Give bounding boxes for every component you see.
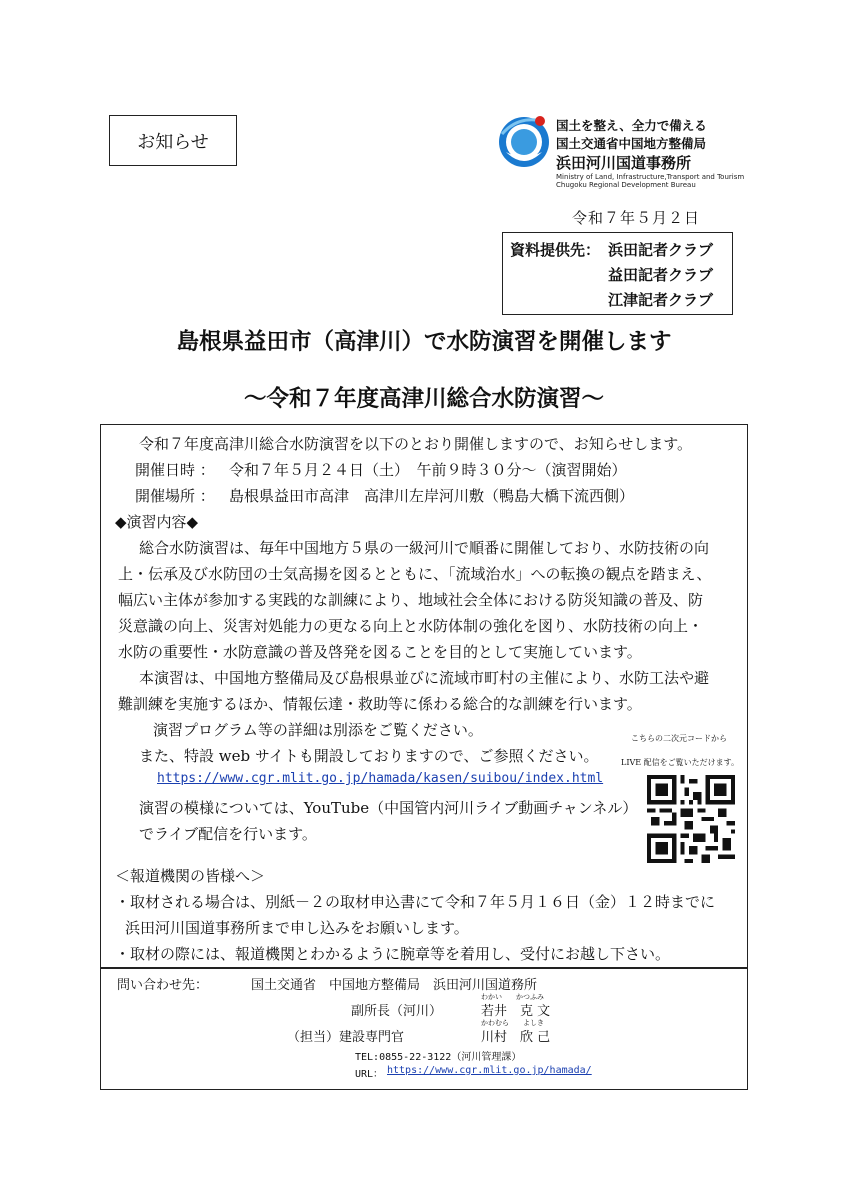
program-text: 演習プログラム等の詳細は別添をご覧ください。 <box>153 721 483 739</box>
date-label: 開催日時 ： <box>135 461 215 479</box>
office-site-link[interactable]: https://www.cgr.mlit.go.jp/hamada/ <box>387 1065 592 1076</box>
press-label: 資料提供先： <box>510 241 601 259</box>
press-club: 浜田記者クラブ <box>608 241 714 259</box>
qr-caption: LIVE 配信をご覧いただけます。 <box>621 758 739 767</box>
paragraph-line: 水防の重要性・水防意識の普及啓発を図ることを目的として実施しています。 <box>118 643 642 661</box>
logo-office: 浜田河川国道事務所 <box>556 154 692 172</box>
qr-code-icon[interactable] <box>647 775 735 863</box>
contact-box <box>100 967 748 1090</box>
place-value: 島根県益田市高津 高津川左岸河川敷（鴨島大橋下流西側） <box>229 487 635 505</box>
page-subtitle: ～令和７年度高津川総合水防演習～ <box>243 386 604 412</box>
logo-english: Ministry of Land, Infrastructure,Transport and Tourism Chugoku Regional Development Bureau <box>556 173 745 189</box>
contact-organization: 国土交通省 中国地方整備局 浜田河川国道務所 <box>251 978 538 993</box>
mlit-logo <box>496 110 746 190</box>
paragraph-line: 難訓練を実施するほか、情報伝達・救助等に係わる総合的な訓練を行います。 <box>118 695 642 713</box>
press-club: 益田記者クラブ <box>608 266 714 284</box>
media-note: ・取材される場合は、別紙－２の取材申込書にて令和７年５月１６日（金）１２時までに <box>115 893 716 911</box>
youtube-text: 演習の模様については、YouTube（中国管内河川ライブ動画チャンネル） <box>139 799 638 817</box>
name-ruby: かわむら よしき <box>481 1019 544 1027</box>
contact-url-label: URL： <box>355 1069 384 1080</box>
youtube-text: でライブ配信を行います。 <box>139 825 317 843</box>
media-note: ・取材の際には、報道機関とわかるように腕章等を着用し、受付にお越し下さい。 <box>115 945 671 963</box>
qr-caption: こちらの二次元コードから <box>631 734 727 743</box>
contact-name: 若井 克 文 <box>481 1004 551 1019</box>
date-value: 令和７年５月２４日（土） 午前９時３０分～（演習開始） <box>229 461 627 479</box>
logo-bureau: 国土交通省中国地方整備局 <box>556 136 707 151</box>
paragraph-line: 本演習は、中国地方整備局及び島根県並びに流域市町村の主催により、水防工法や避 <box>139 669 710 687</box>
media-note: 浜田河川国道事務所まで申し込みをお願いします。 <box>125 919 469 937</box>
media-heading: ＜報道機関の皆様へ＞ <box>115 867 266 885</box>
name-ruby: わかい かつふみ <box>481 993 544 1001</box>
place-label: 開催場所 ： <box>135 487 215 505</box>
website-text: また、特設 web サイトも開設しておりますので、ご参照ください。 <box>139 747 599 765</box>
paragraph-line: 災意識の向上、災害対処能力の更なる向上と水防体制の強化を図り、水防技術の向上・ <box>118 617 704 635</box>
event-site-link[interactable]: https://www.cgr.mlit.go.jp/hamada/kasen/suibou/index.html <box>157 771 604 786</box>
press-recipients-box <box>502 232 733 315</box>
contact-phone: TEL:0855-22-3122（河川管理課） <box>355 1052 522 1063</box>
notice-label: お知らせ <box>109 115 237 166</box>
intro-text: 令和７年度高津川総合水防演習を以下のとおり開催しますので、お知らせします。 <box>139 435 693 453</box>
logo-slogan: 国土を整え、全力で備える <box>556 118 707 133</box>
mlit-emblem-icon <box>496 112 552 174</box>
paragraph-line: 総合水防演習は、毎年中国地方５県の一級河川で順番に開催しており、水防技術の向 <box>139 539 710 557</box>
paragraph-line: 幅広い主体が参加する実践的な訓練により、地域社会全体における防災知識の普及、防 <box>118 591 704 609</box>
contact-role: （担当）建設専門官 <box>287 1030 405 1045</box>
main-content-box <box>100 424 748 969</box>
page-title: 島根県益田市（高津川）で水防演習を開催します <box>176 329 672 355</box>
contact-label: 問い合わせ先： <box>117 978 209 993</box>
contact-name: 川村 欣 己 <box>481 1030 551 1045</box>
contact-role: 副所長（河川） <box>351 1004 443 1019</box>
release-date: 令和７年５月２日 <box>572 209 701 227</box>
content-heading: ◆演習内容◆ <box>115 513 199 531</box>
paragraph-line: 上・伝承及び水防団の士気高揚を図るとともに、「流域治水」への転換の観点を踏まえ、 <box>118 565 712 583</box>
press-club: 江津記者クラブ <box>608 291 714 309</box>
